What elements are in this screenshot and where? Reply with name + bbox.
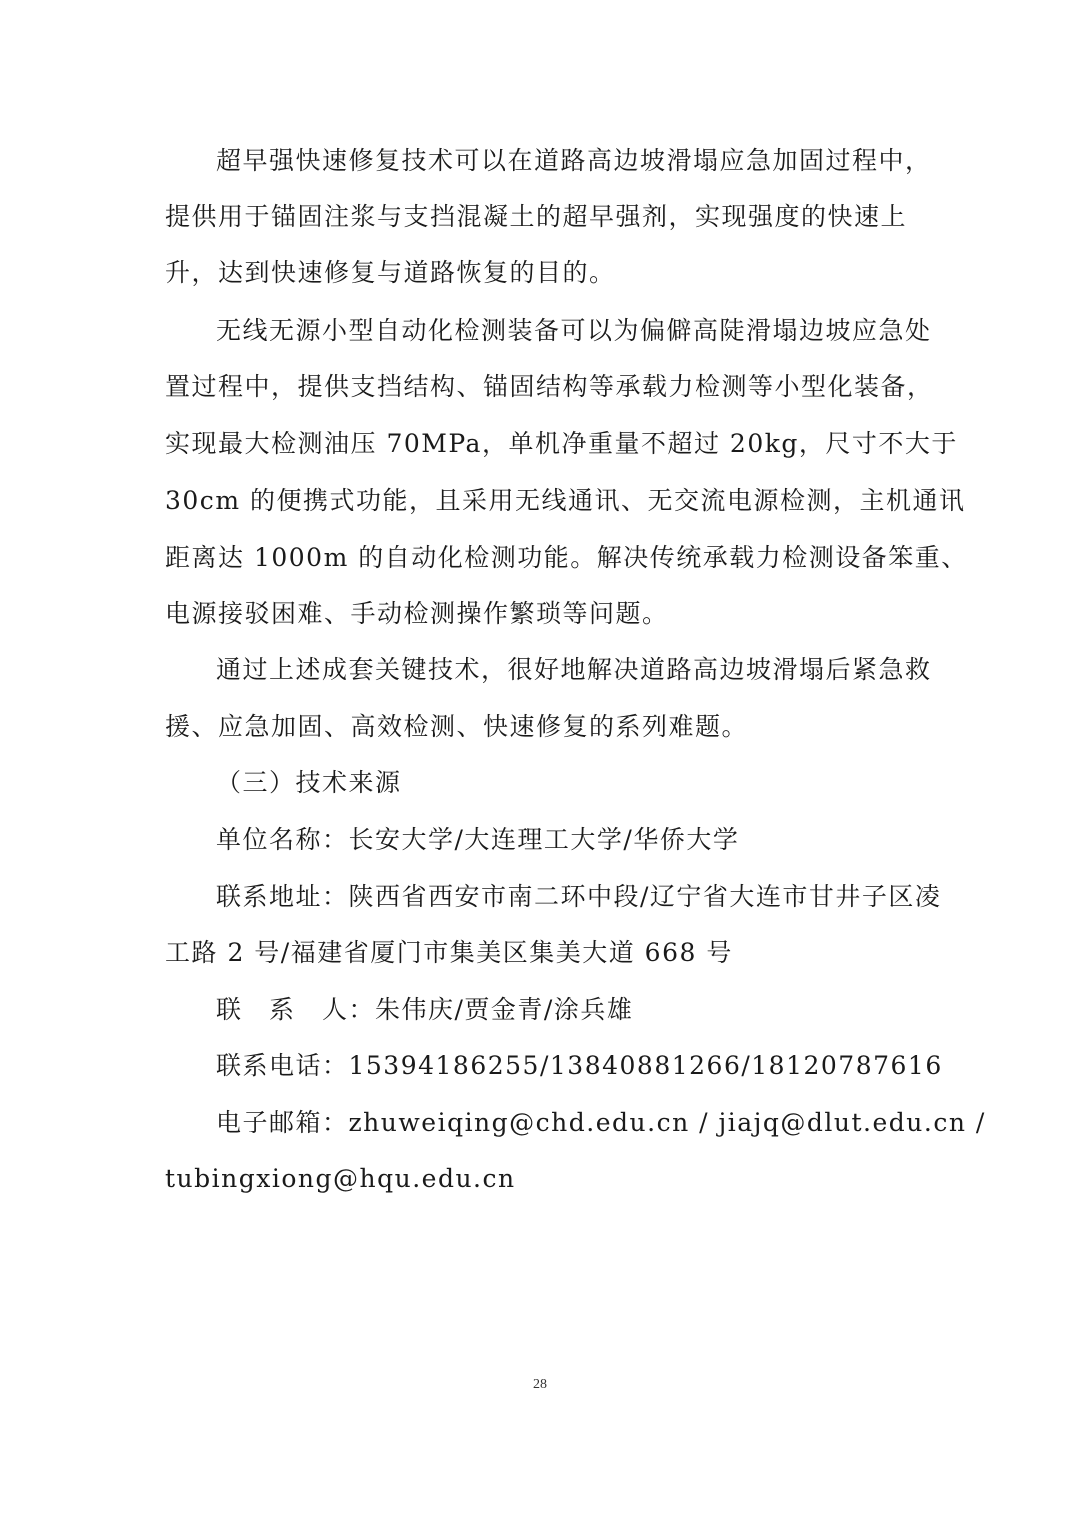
phone-line: 联系电话：15394186255/13840881266/18120787616 xyxy=(216,1051,943,1080)
paragraph-2-line-5: 距离达 1000m 的自动化检测功能。解决传统承载力检测设备笨重、 xyxy=(165,543,968,572)
paragraph-3-line-1: 通过上述成套关键技术，很好地解决道路高边坡滑塌后紧急救 xyxy=(216,655,932,684)
paragraph-1-line-1: 超早强快速修复技术可以在道路高边坡滑塌应急加固过程中， xyxy=(216,146,932,175)
paragraph-2-line-2: 置过程中，提供支挡结构、锚固结构等承载力检测等小型化装备， xyxy=(165,372,934,401)
email-line-2: tubingxiong@hqu.edu.cn xyxy=(165,1164,516,1193)
address-line-1: 联系地址：陕西省西安市南二环中段/辽宁省大连市甘井子区凌 xyxy=(216,882,942,911)
paragraph-1-line-2: 提供用于锚固注浆与支挡混凝土的超早强剂，实现强度的快速上 xyxy=(165,202,908,231)
paragraph-2-line-6: 电源接驳困难、手动检测操作繁琐等问题。 xyxy=(165,599,669,628)
address-line-2: 工路 2 号/福建省厦门市集美区集美大道 668 号 xyxy=(165,938,733,967)
page-number: 28 xyxy=(533,1377,547,1392)
paragraph-2-line-1: 无线无源小型自动化检测装备可以为偏僻高陡滑塌边坡应急处 xyxy=(216,316,932,345)
section-heading: （三）技术来源 xyxy=(216,768,402,797)
email-line-1: 电子邮箱：zhuweiqing@chd.edu.cn / jiajq@dlut.edu.cn / xyxy=(216,1108,986,1137)
paragraph-3-line-2: 援、应急加固、高效检测、快速修复的系列难题。 xyxy=(165,712,749,741)
unit-name-line: 单位名称：长安大学/大连理工大学/华侨大学 xyxy=(216,825,740,854)
paragraph-1-line-3: 升，达到快速修复与道路恢复的目的。 xyxy=(165,258,616,287)
contact-person-line: 联 系 人：朱伟庆/贾金青/涂兵雄 xyxy=(216,995,634,1024)
paragraph-2-line-3: 实现最大检测油压 70MPa，单机净重量不超过 20kg，尺寸不大于 xyxy=(165,429,958,458)
paragraph-2-line-4: 30cm 的便携式功能，且采用无线通讯、无交流电源检测，主机通讯 xyxy=(165,486,966,515)
